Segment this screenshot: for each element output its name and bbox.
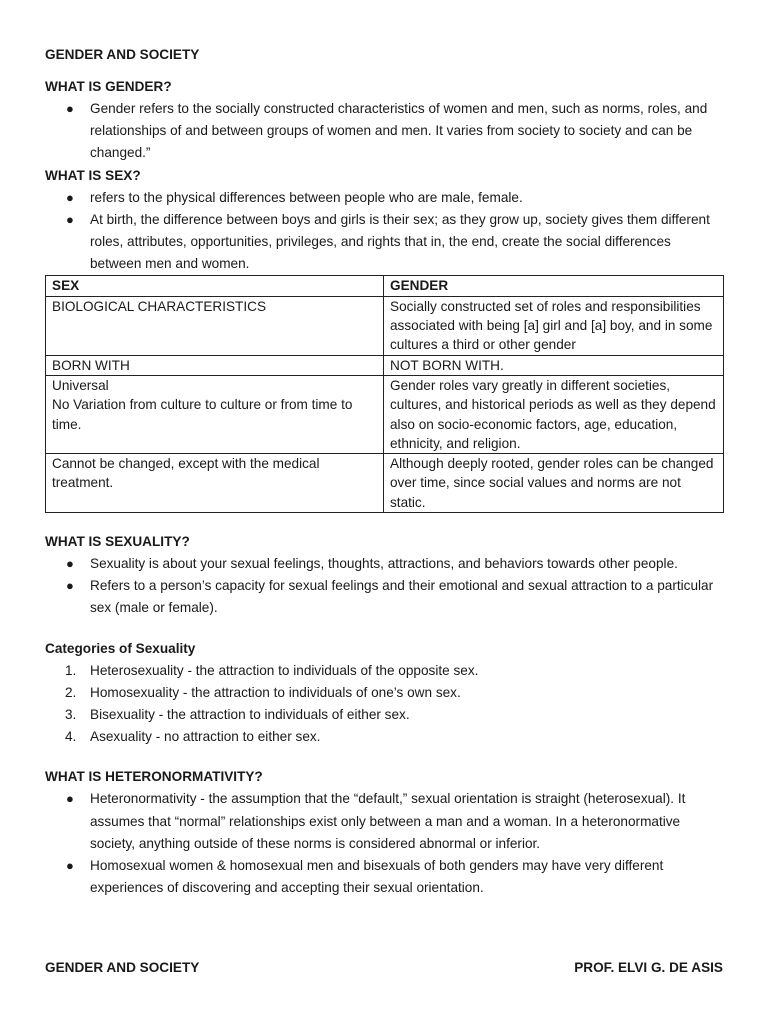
footer-right: PROF. ELVI G. DE ASIS <box>574 960 723 975</box>
table-header-gender: GENDER <box>384 276 724 296</box>
footer-left: GENDER AND SOCIETY <box>45 960 200 975</box>
bullet-icon: ● <box>66 791 74 807</box>
table-header-row <box>46 276 724 296</box>
gender-list <box>45 98 725 165</box>
document-title: GENDER AND SOCIETY <box>45 47 200 62</box>
table-cell: Although deeply rooted, gender roles can be changed over time, since social values and norms are not static. <box>384 454 724 513</box>
bullet-icon: ● <box>66 101 74 116</box>
list-item: 2. Homosexuality - the attraction to individuals of one’s own sex. <box>45 682 725 704</box>
document-page <box>45 44 725 899</box>
table-cell: BIOLOGICAL CHARACTERISTICS <box>46 296 384 355</box>
table-cell: BORN WITH <box>46 355 384 375</box>
list-item: ● At birth, the difference between boys and girls is their sex; as they grow up, society gives them different roles, attributes, opportunities, privileges, and rights that in, the end, create the social differences between men and women. <box>45 209 725 276</box>
sexuality-list <box>45 553 725 620</box>
bullet-icon: ● <box>66 189 74 205</box>
sex-heading: WHAT IS SEX? <box>45 167 141 183</box>
sex-gender-table <box>45 275 724 513</box>
list-item: ● Refers to a person’s capacity for sexual feelings and their emotional and sexual attraction to a particular sex (male or female). <box>45 575 725 619</box>
list-item: 3. Bisexuality - the attraction to individuals of either sex. <box>45 704 725 726</box>
list-item: ● refers to the physical differences between people who are male, female. <box>45 187 725 209</box>
bullet-icon: ● <box>66 211 74 227</box>
categories-heading: Categories of Sexuality <box>45 640 196 656</box>
sexuality-heading: WHAT IS SEXUALITY? <box>45 533 190 549</box>
bullet-icon: ● <box>66 858 74 874</box>
list-number: 3. <box>65 707 77 722</box>
table-header-sex: SEX <box>46 276 384 296</box>
table-row <box>46 355 724 375</box>
table-row <box>46 454 724 513</box>
table-cell: Socially constructed set of roles and responsibilities associated with being [a] girl and [a] boy, and in some cultures a third or other gender <box>384 296 724 355</box>
gender-heading: WHAT IS GENDER? <box>45 79 172 94</box>
list-number: 1. <box>65 662 77 678</box>
list-item: ● Heteronormativity - the assumption that the “default,” sexual orientation is straight (heterosexual). It assumes that “normal” relationships exist only between a man and a woman. In a heteronormative society, anything outside of these norms is considered abnormal or inferior. <box>45 788 725 855</box>
list-item: 1. Heterosexuality - the attraction to individuals of the opposite sex. <box>45 660 725 682</box>
table-cell: Gender roles vary greatly in different societies, cultures, and historical periods as well as they depend also on socio-economic factors, age, education, ethnicity, and religion. <box>384 375 724 453</box>
table-cell: Universal No Variation from culture to culture or from time to time. <box>46 375 384 453</box>
heteronormativity-list <box>45 788 725 899</box>
table-row <box>46 296 724 355</box>
list-item: 4. Asexuality - no attraction to either sex. <box>45 726 725 748</box>
list-item: ● Sexuality is about your sexual feelings, thoughts, attractions, and behaviors towards other people. <box>45 553 725 575</box>
categories-list <box>45 660 725 749</box>
table-row <box>46 375 724 453</box>
heteronormativity-heading: WHAT IS HETERONORMATIVITY? <box>45 769 263 785</box>
table-cell: NOT BORN WITH. <box>384 355 724 375</box>
list-number: 4. <box>65 729 77 745</box>
bullet-icon: ● <box>66 578 74 594</box>
list-item: ● Homosexual women & homosexual men and bisexuals of both genders may have very different experiences of discovering and accepting their sexual orientation. <box>45 855 725 899</box>
list-number: 2. <box>65 684 77 700</box>
table-cell: Cannot be changed, except with the medical treatment. <box>46 454 384 513</box>
sex-list <box>45 187 725 276</box>
page-footer <box>45 957 723 979</box>
list-item: ● Gender refers to the socially constructed characteristics of women and men, such as norms, roles, and relationships of and between groups of women and men. It varies from society to society and can be changed.” <box>45 98 725 165</box>
bullet-icon: ● <box>66 555 74 571</box>
